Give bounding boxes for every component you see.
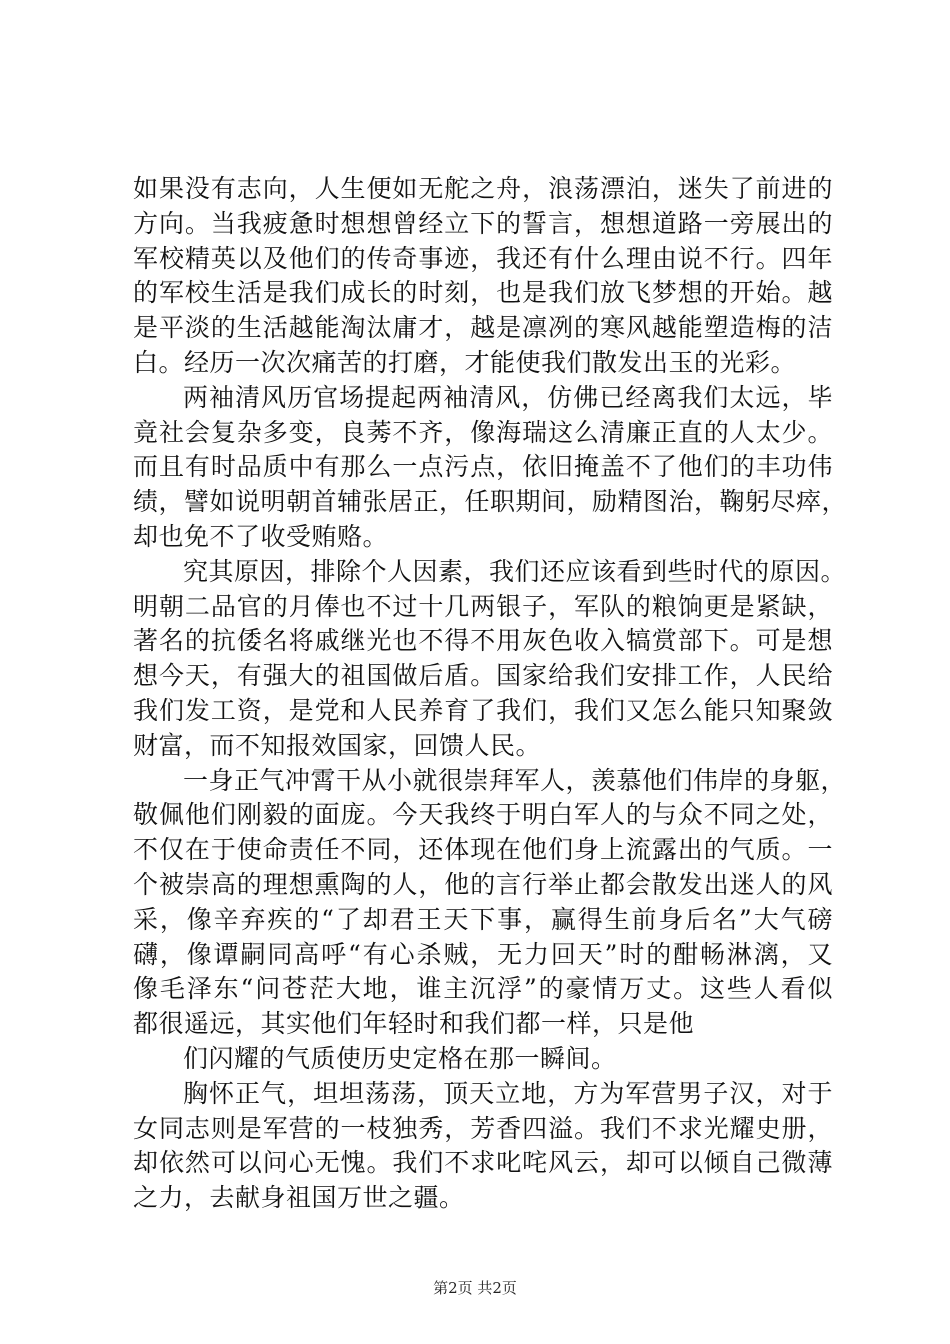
text-line: 胸怀正气，坦坦荡荡，顶天立地，方为军营男子汉，对于 [183, 1078, 833, 1108]
text-line: 之力，去献身祖国万世之疆。 [133, 1183, 465, 1213]
text-line: 一身正气冲霄干从小就很崇拜军人，羡慕他们伟岸的身躯， [183, 765, 847, 795]
text-line: 著名的抗倭名将戚继光也不得不用灰色收入犒赏部下。可是想 [133, 626, 833, 656]
text-line: 想今天，有强大的祖国做后盾。国家给我们安排工作，人民给 [133, 661, 833, 691]
text-line: 却依然可以问心无愧。我们不求叱咤风云，却可以倾自己微薄 [133, 1148, 833, 1178]
text-line: 是平淡的生活越能淘汰庸才，越是凛冽的寒风越能塑造梅的洁 [133, 313, 833, 343]
text-line: 不仅在于使命责任不同，还体现在他们身上流露出的气质。一 [133, 835, 833, 865]
text-line: 而且有时品质中有那么一点污点，依旧掩盖不了他们的丰功伟 [133, 452, 833, 482]
text-line: 女同志则是军营的一枝独秀，芳香四溢。我们不求光耀史册， [133, 1113, 833, 1143]
text-line: 方向。当我疲惫时想想曾经立下的誓言，想想道路一旁展出的 [133, 208, 833, 238]
text-line: 财富，而不知报效国家，回馈人民。 [133, 730, 542, 760]
text-line: 却也免不了收受贿赂。 [133, 521, 389, 551]
page-footer: 第2页 共2页 [433, 1279, 517, 1297]
text-line: 究其原因，排除个人因素，我们还应该看到些时代的原因。 [183, 556, 847, 586]
text-line: 绩，譬如说明朝首辅张居正，任职期间，励精图治，鞠躬尽瘁， [133, 487, 848, 517]
text-line: 像毛泽东“问苍茫大地，谁主沉浮”的豪情万丈。这些人看似 [133, 974, 833, 1004]
text-line: 如果没有志向，人生便如无舵之舟，浪荡漂泊，迷失了前进的 [133, 174, 833, 203]
text-line: 竟社会复杂多变，良莠不齐，像海瑞这么清廉正直的人太少。 [133, 417, 833, 447]
text-line: 礴，像谭嗣同高呼“有心杀贼，无力回天”时的酣畅淋漓，又 [133, 939, 833, 969]
text-line: 我们发工资，是党和人民养育了我们，我们又怎么能只知聚敛 [133, 695, 833, 725]
text-line: 采，像辛弃疾的“了却君王天下事，赢得生前身后名”大气磅 [133, 904, 833, 934]
text-line: 们闪耀的气质使历史定格在那一瞬间。 [183, 1043, 617, 1073]
text-line: 白。经历一次次痛苦的打磨，才能使我们散发出玉的光彩。 [133, 347, 797, 377]
text-line: 的军校生活是我们成长的时刻，也是我们放飞梦想的开始。越 [133, 278, 833, 308]
text-line: 都很遥远，其实他们年轻时和我们都一样，只是他 [133, 1009, 695, 1039]
text-line: 敬佩他们刚毅的面庞。今天我终于明白军人的与众不同之处， [133, 800, 833, 830]
text-line: 军校精英以及他们的传奇事迹，我还有什么理由说不行。四年 [133, 243, 833, 273]
text-line: 两袖清风历官场提起两袖清风，仿佛已经离我们太远，毕 [183, 382, 833, 412]
body-text [133, 172, 848, 1216]
text-line: 明朝二品官的月俸也不过十几两银子，军队的粮饷更是紧缺， [133, 591, 833, 621]
text-line: 个被崇高的理想熏陶的人，他的言行举止都会散发出迷人的风 [133, 869, 833, 899]
